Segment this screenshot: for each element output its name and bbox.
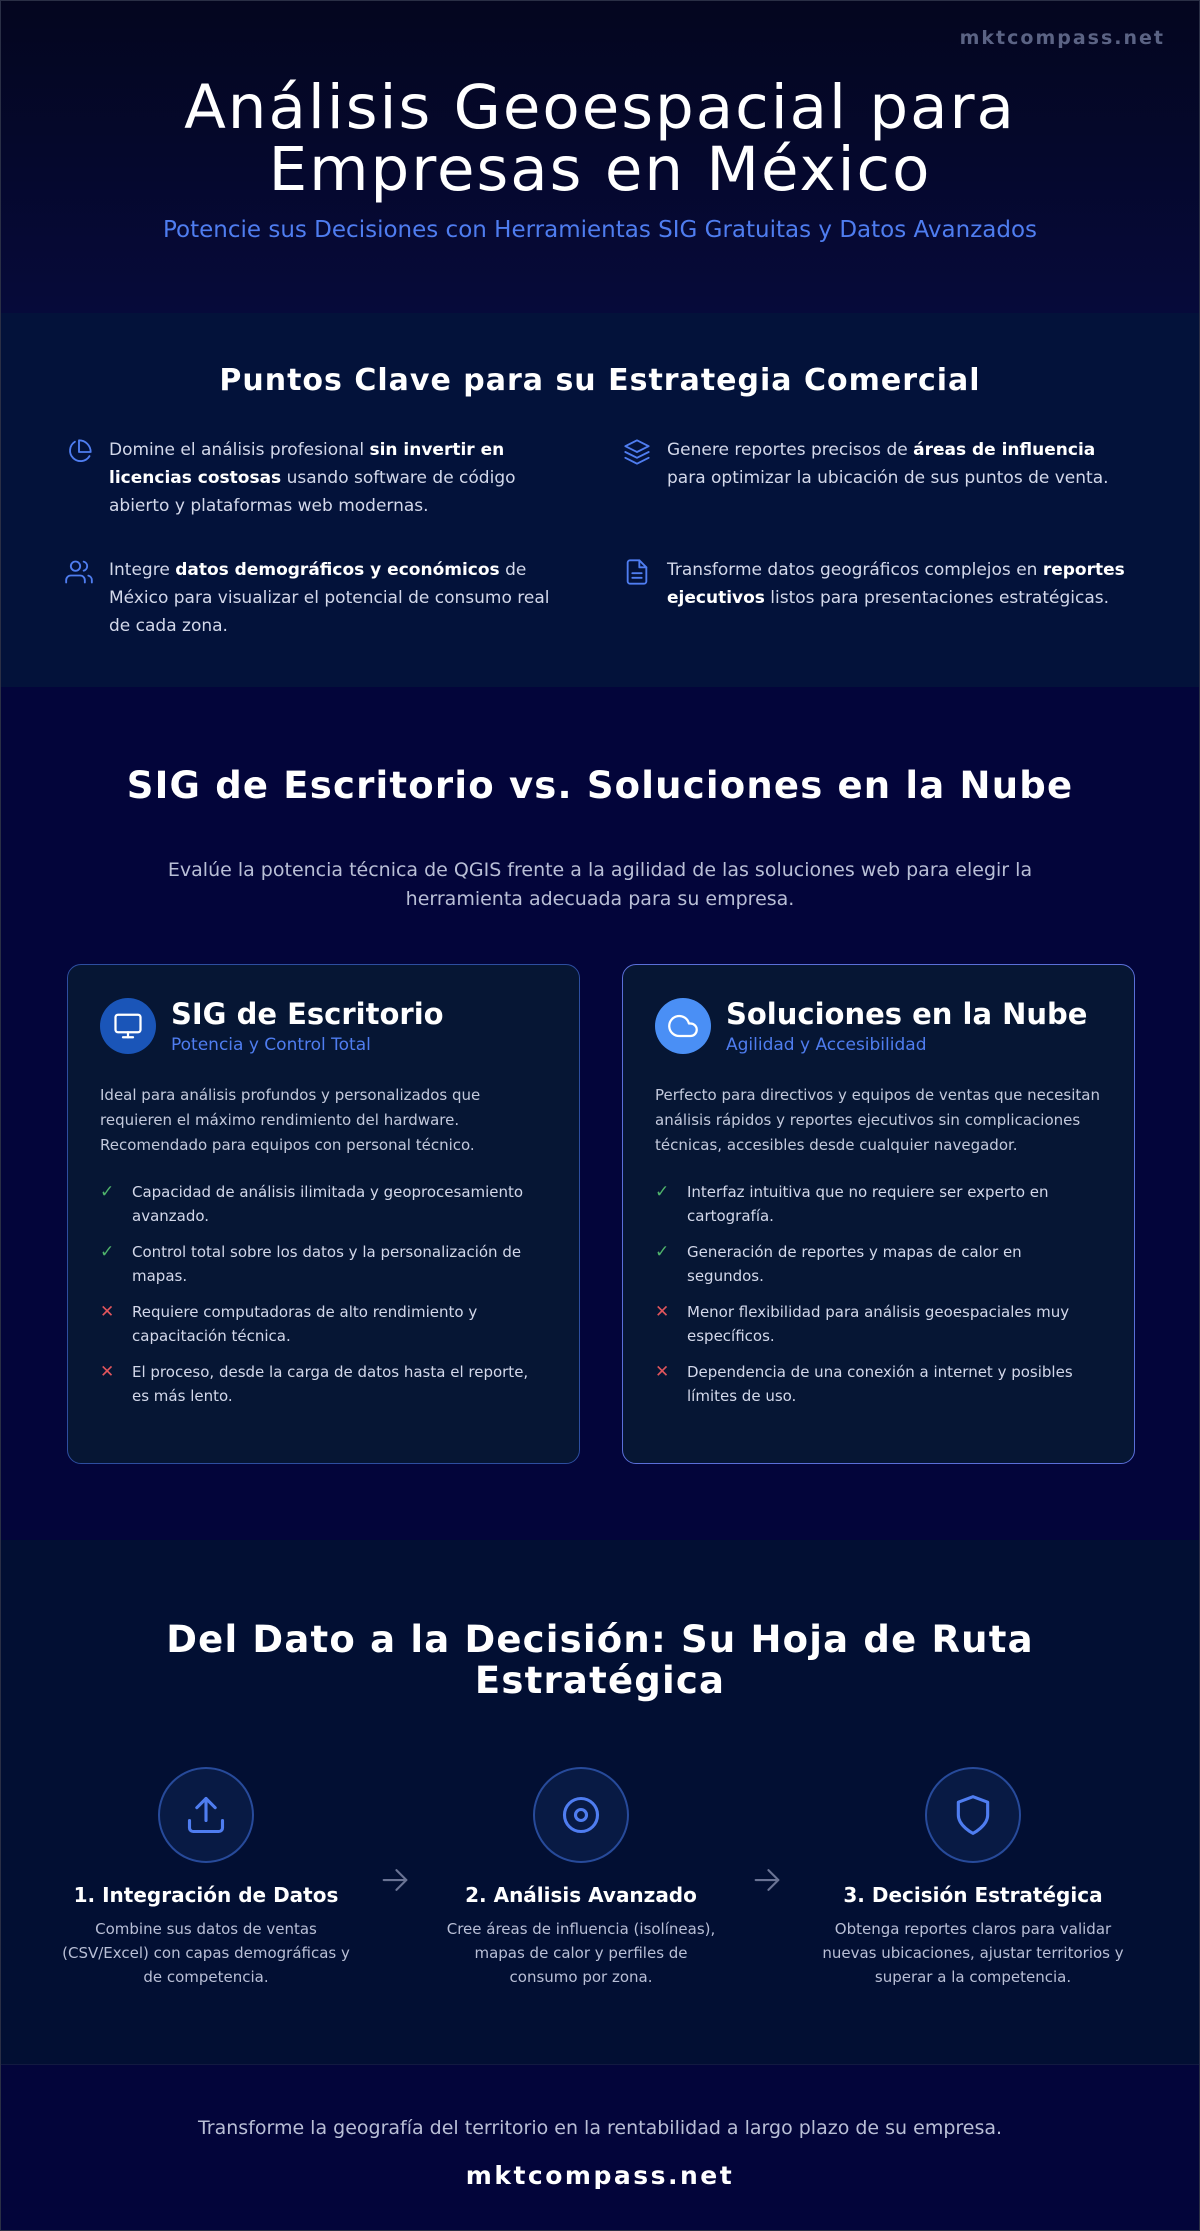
cloud-solutions-card bbox=[622, 964, 1135, 1464]
comparison-cards bbox=[67, 964, 1199, 1464]
monitor-icon bbox=[100, 998, 156, 1054]
key-point-item bbox=[65, 556, 623, 640]
arrow-right-icon bbox=[378, 1863, 412, 1901]
card-title: Soluciones en la Nube bbox=[726, 997, 1088, 1031]
key-point-text: Domine el análisis profesional sin invertir en licencias costosas usando software de código abierto y plataformas web modernas. bbox=[109, 440, 516, 516]
card-title: SIG de Escritorio bbox=[171, 997, 444, 1031]
comparison-section bbox=[1, 687, 1199, 1540]
cross-icon: ✕ bbox=[655, 1362, 670, 1382]
card-subtitle: Potencia y Control Total bbox=[171, 1035, 371, 1055]
upload-icon bbox=[158, 1767, 254, 1863]
comparison-lead: Evalúe la potencia técnica de QGIS frente a la agilidad de las soluciones web para elegir la herramienta adecuada para su empresa. bbox=[167, 859, 1033, 910]
brand-top: mktcompass.net bbox=[959, 27, 1165, 49]
roadmap-step bbox=[441, 1767, 721, 1989]
pro-item: ✓ Control total sobre los datos y la personalización de mapas. bbox=[100, 1242, 522, 1285]
pro-item: ✓ Generación de reportes y mapas de calor en segundos. bbox=[655, 1242, 1022, 1285]
desktop-gis-card bbox=[67, 964, 580, 1464]
pro-item: ✓ Capacidad de análisis ilimitada y geoprocesamiento avanzado. bbox=[100, 1182, 524, 1225]
cloud-icon bbox=[655, 998, 711, 1054]
key-points-grid bbox=[65, 436, 1199, 640]
con-item: ✕ Menor flexibilidad para análisis geoespaciales muy específicos. bbox=[655, 1302, 1070, 1345]
step-description: Obtenga reportes claros para validar nuevas ubicaciones, ajustar territorios y superar a la competencia. bbox=[822, 1920, 1124, 1986]
target-icon bbox=[533, 1767, 629, 1863]
cross-icon: ✕ bbox=[100, 1362, 115, 1382]
layers-icon bbox=[623, 438, 651, 466]
roadmap-step bbox=[813, 1767, 1133, 1989]
cross-icon: ✕ bbox=[100, 1302, 115, 1322]
step-title: 1. Integración de Datos bbox=[73, 1883, 339, 1907]
card-description: Ideal para análisis profundos y personalizados que requieren el máximo rendimiento del hardware. Recomendado para equipos con personal técnico. bbox=[100, 1086, 481, 1154]
key-point-text: Transforme datos geográficos complejos en reportes ejecutivos listos para presentaciones estratégicas. bbox=[667, 560, 1125, 608]
page-subtitle: Potencie sus Decisiones con Herramientas SIG Gratuitas y Datos Avanzados bbox=[162, 217, 1038, 243]
footer-brand: mktcompass.net bbox=[465, 2161, 735, 2190]
card-header bbox=[655, 997, 1102, 1055]
key-points-title: Puntos Clave para su Estrategia Comercial bbox=[219, 363, 981, 398]
check-icon: ✓ bbox=[655, 1182, 670, 1202]
key-point-text: Integre datos demográficos y económicos de México para visualizar el potencial de consumo real de cada zona. bbox=[109, 560, 550, 636]
step-title: 2. Análisis Avanzado bbox=[465, 1883, 697, 1907]
step-description: Cree áreas de influencia (isolíneas), mapas de calor y perfiles de consumo por zona. bbox=[446, 1920, 716, 1986]
users-icon bbox=[65, 558, 93, 586]
card-feature-list bbox=[100, 1180, 547, 1408]
page-footer bbox=[1, 2064, 1199, 2231]
check-icon: ✓ bbox=[100, 1182, 115, 1202]
shield-icon bbox=[925, 1767, 1021, 1863]
card-subtitle: Agilidad y Accesibilidad bbox=[726, 1035, 927, 1055]
check-icon: ✓ bbox=[100, 1242, 115, 1262]
roadmap-title: Del Dato a la Decisión: Su Hoja de Ruta Estratégica bbox=[166, 1618, 1034, 1702]
hero-header bbox=[1, 1, 1199, 313]
roadmap-steps bbox=[1, 1767, 1199, 2007]
step-title: 3. Decisión Estratégica bbox=[843, 1883, 1103, 1907]
footer-tagline: Transforme la geografía del territorio en la rentabilidad a largo plazo de su empresa. bbox=[197, 2117, 1003, 2139]
cross-icon: ✕ bbox=[655, 1302, 670, 1322]
card-description: Perfecto para directivos y equipos de ventas que necesitan análisis rápidos y reportes ejecutivos sin complicaciones técnicas, accesibles desde cualquier navegador. bbox=[655, 1086, 1100, 1154]
key-point-item bbox=[623, 556, 1153, 640]
check-icon: ✓ bbox=[655, 1242, 670, 1262]
key-point-item bbox=[65, 436, 623, 520]
key-points-section bbox=[1, 313, 1199, 687]
document-icon bbox=[623, 558, 651, 586]
roadmap-section bbox=[1, 1540, 1199, 2064]
comparison-title: SIG de Escritorio vs. Soluciones en la Nube bbox=[126, 764, 1074, 807]
card-header bbox=[100, 997, 547, 1055]
page-title: Análisis Geoespacial para Empresas en México bbox=[184, 72, 1016, 205]
arrow-right-icon bbox=[750, 1863, 784, 1901]
pie-chart-icon bbox=[65, 438, 93, 466]
con-item: ✕ Dependencia de una conexión a internet y posibles límites de uso. bbox=[655, 1362, 1073, 1405]
roadmap-step bbox=[61, 1767, 351, 1989]
step-description: Combine sus datos de ventas (CSV/Excel) con capas demográficas y de competencia. bbox=[62, 1920, 350, 1986]
key-point-item bbox=[623, 436, 1153, 520]
card-feature-list bbox=[655, 1180, 1102, 1408]
con-item: ✕ El proceso, desde la carga de datos hasta el reporte, es más lento. bbox=[100, 1362, 529, 1405]
pro-item: ✓ Interfaz intuitiva que no requiere ser experto en cartografía. bbox=[655, 1182, 1049, 1225]
con-item: ✕ Requiere computadoras de alto rendimiento y capacitación técnica. bbox=[100, 1302, 478, 1345]
key-point-text: Genere reportes precisos de áreas de influencia para optimizar la ubicación de sus puntos de venta. bbox=[667, 440, 1109, 488]
